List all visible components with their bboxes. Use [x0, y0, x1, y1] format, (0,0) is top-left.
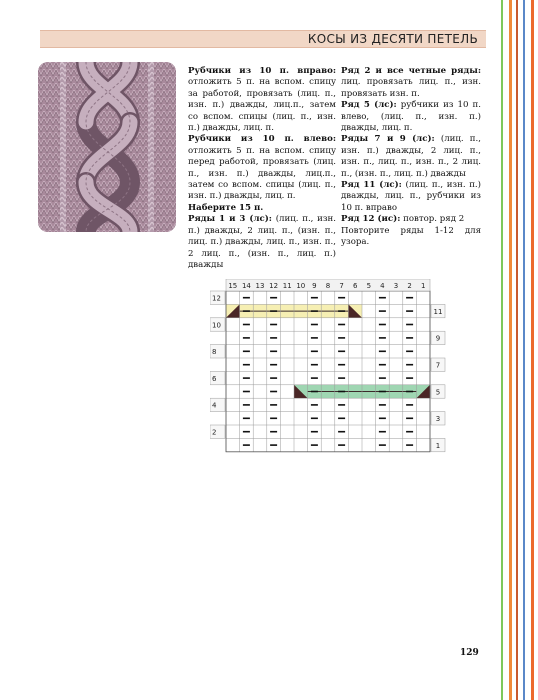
instruction-cast-on: Наберите 15 п. — [188, 202, 264, 213]
row-number-right: 3 — [435, 415, 441, 424]
row-number-right: 5 — [435, 388, 441, 397]
column-number: 11 — [282, 282, 292, 290]
page-number: 129 — [460, 648, 479, 658]
row-number-right: 9 — [435, 334, 441, 343]
stripe-line — [523, 0, 525, 700]
cable-pattern-illustration — [38, 62, 176, 232]
row-number-left: 4 — [212, 401, 217, 410]
row-number-right: 11 — [433, 307, 443, 316]
column-number: 7 — [339, 282, 344, 290]
instruction-rows-7-9: Ряды 7 и 9 (лс): (лиц. п., изн. п.) дважды, 2 лиц. п., изн. п., лиц. п., изн. п., 2 лиц. п., (изн. п., лиц. п.) дважды — [341, 134, 481, 179]
column-number: 1 — [420, 282, 426, 290]
column-number: 2 — [407, 282, 412, 290]
column-number: 10 — [296, 282, 306, 290]
column-number: 5 — [366, 282, 372, 290]
stripe-line — [501, 0, 503, 700]
column-number: 9 — [312, 282, 317, 290]
row-number-left: 2 — [212, 428, 217, 437]
column-number: 12 — [269, 282, 279, 290]
column-number: 14 — [241, 282, 251, 290]
row-number-right: 1 — [435, 441, 441, 450]
instructions-column-1 — [188, 66, 336, 271]
column-number: 6 — [352, 282, 358, 290]
instruction-row-12: Ряд 12 (ис): повтор. ряд 2 — [341, 214, 465, 225]
knitting-chart-grid — [210, 279, 464, 465]
column-number: 3 — [393, 282, 399, 290]
section-header — [40, 30, 486, 48]
column-number: 13 — [255, 282, 265, 290]
instruction-row-11: Ряд 11 (лс): (лиц. п., изн. п.) дважды, лиц. п., рубчики из 10 п. вправо — [341, 180, 482, 213]
row-number-left: 12 — [212, 294, 221, 303]
column-number: 15 — [228, 282, 238, 290]
row-number-right: 7 — [435, 361, 441, 370]
stripe-line — [531, 0, 534, 700]
row-number-left: 6 — [212, 374, 217, 383]
instruction-even-rows: Ряд 2 и все четные ряды: лиц. провязать лиц. п., изн. провязать изн. п. — [341, 66, 481, 99]
stripe-line — [516, 0, 518, 700]
column-number: 4 — [380, 282, 385, 290]
instruction-rows-1-3: Ряды 1 и 3 (лс): (лиц. п., изн. п.) дважды, 2 лиц. п., (изн. п., лиц. п.) дважды, лиц. п., изн. п., 2 лиц. п., (изн. п., лиц. п.) дважды — [188, 214, 336, 270]
instruction-left-cable: Рубчики из 10 п. влево: отложить 5 п. на вспом. спицу перед работой, провязать (лиц. п., изн. п.) дважды, лиц.п., затем со вспом. спицы (лиц. п., изн. п.) дважды, лиц. п. — [188, 134, 336, 202]
knitting-chart — [210, 279, 464, 469]
instruction-repeat: Повторите ряды 1-12 для узора. — [341, 225, 481, 248]
row-number-left: 8 — [212, 348, 217, 357]
section-title: КОСЫ ИЗ ДЕСЯТИ ПЕТЕЛЬ — [307, 32, 478, 46]
stripe-line — [509, 0, 512, 700]
row-number-left: 10 — [212, 321, 221, 330]
instruction-row-5: Ряд 5 (лс): рубчики из 10 п. влево, (лиц. п., изн. п.) дважды, лиц. п. — [341, 100, 481, 134]
knitted-swatch-image — [38, 62, 176, 232]
instruction-right-cable: Рубчики из 10 п. вправо: отложить 5 п. на вспом. спицу за работой, провязать (лиц. п., изн. п.) дважды, лиц.п., затем со вспом. спицы (лиц. п., изн. п.) дважды, лиц. п. — [188, 66, 336, 134]
instructions-column-2 — [341, 66, 481, 249]
column-number: 8 — [325, 282, 331, 290]
